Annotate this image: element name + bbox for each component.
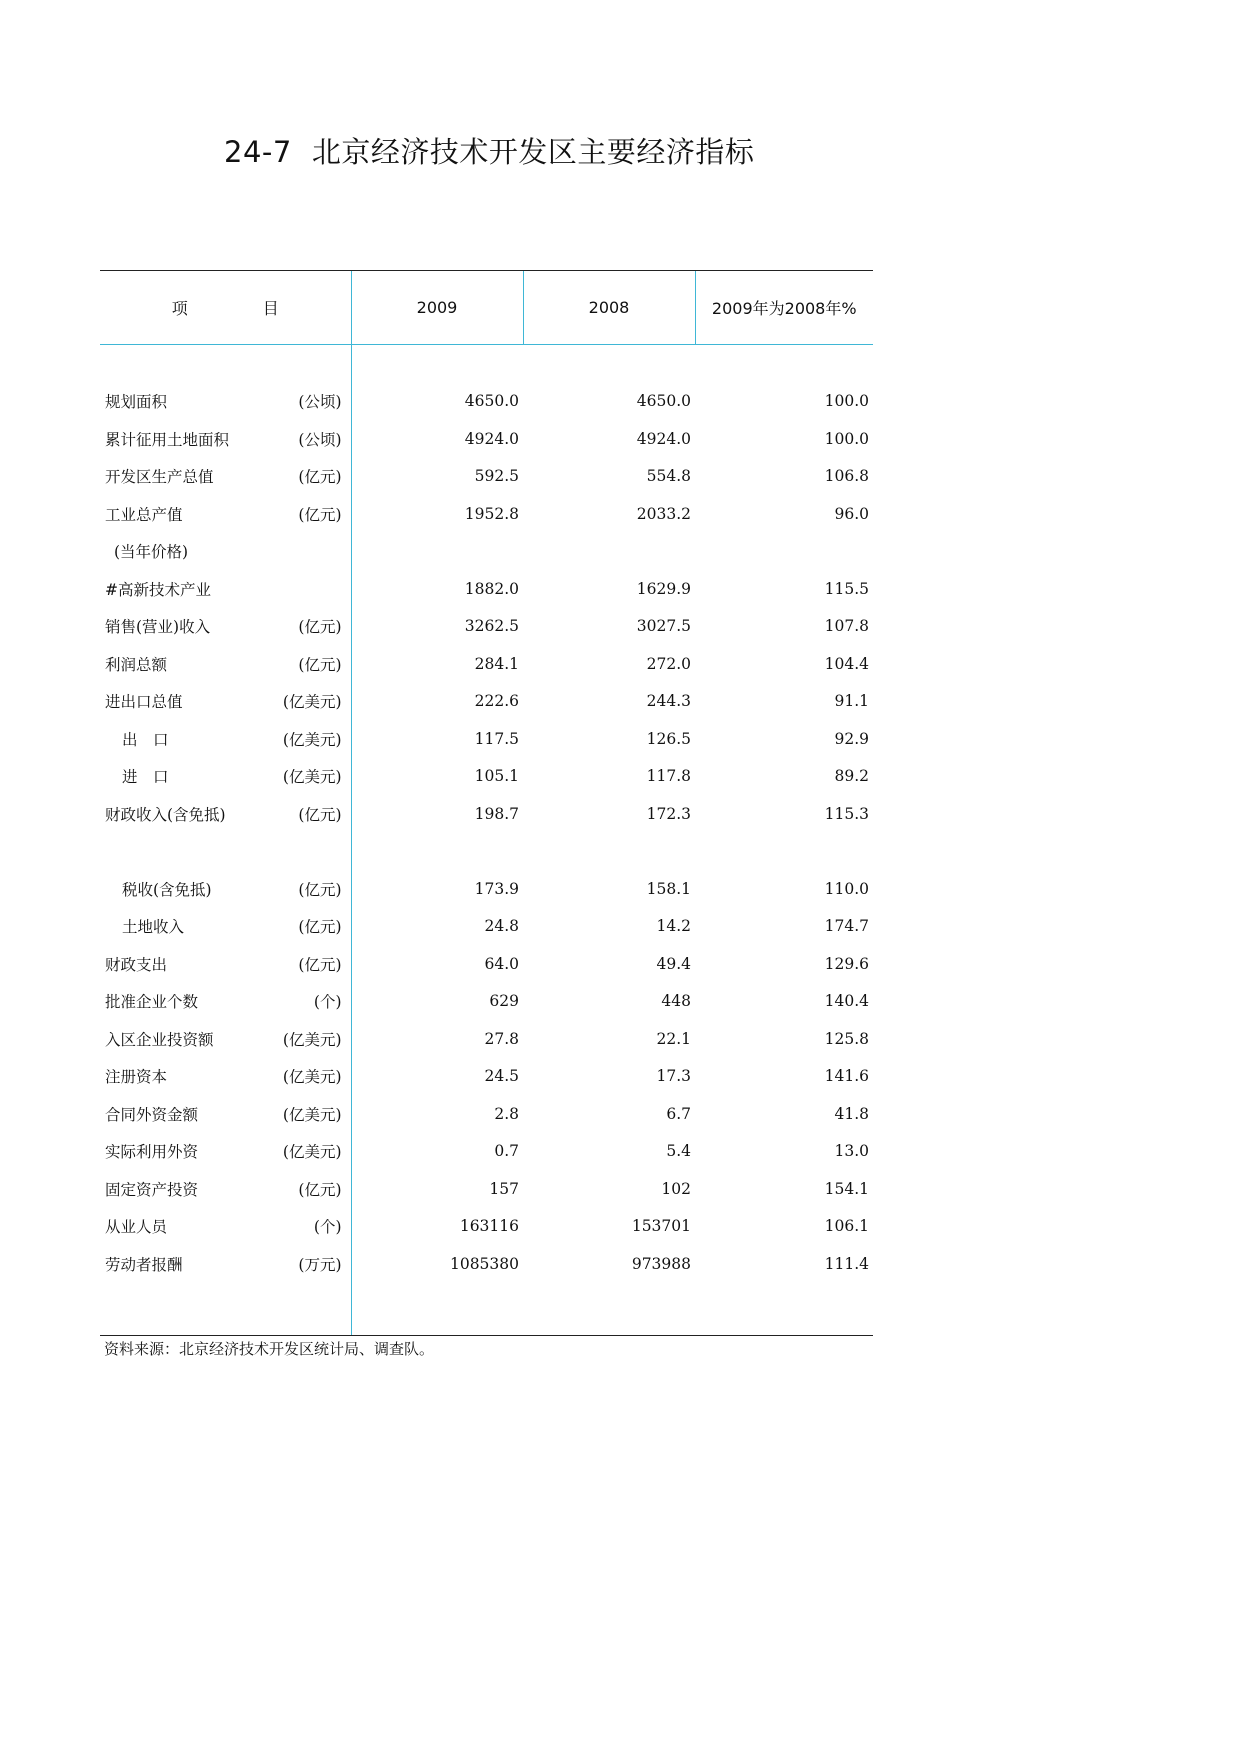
value-2009: 163116 xyxy=(459,1217,519,1236)
value-2009: 198.7 xyxy=(474,804,519,823)
row-label: #高新技术产业 xyxy=(105,580,211,599)
table-row xyxy=(100,1208,873,1246)
table-row xyxy=(100,383,873,421)
value-2009: 284.1 xyxy=(474,654,519,673)
value-2008: 1629.9 xyxy=(636,579,691,598)
header-2009: 2009 xyxy=(351,271,523,345)
value-2009: 1882.0 xyxy=(464,579,519,598)
row-unit: (个) xyxy=(313,993,342,1012)
table-row xyxy=(100,495,873,533)
table-row xyxy=(100,1095,873,1133)
table-row xyxy=(100,570,873,608)
row-label: 进出口总值 xyxy=(105,693,183,712)
row-unit: (个) xyxy=(313,1218,342,1237)
row-label: 开发区生产总值 xyxy=(105,468,214,487)
value-2009: 4650.0 xyxy=(464,392,519,411)
table-row xyxy=(100,720,873,758)
row-unit: (亿元) xyxy=(298,468,342,487)
table-title: 北京经济技术开发区主要经济指标 xyxy=(311,135,755,169)
table-row xyxy=(100,1020,873,1058)
row-unit: (亿美元) xyxy=(282,730,342,749)
value-percent xyxy=(695,533,873,571)
value-2008: 4650.0 xyxy=(636,392,691,411)
table-spacer-row xyxy=(100,833,873,871)
table-row xyxy=(100,983,873,1021)
value-percent: 100.0 xyxy=(824,429,869,448)
table-row xyxy=(100,608,873,646)
value-percent: 115.3 xyxy=(824,804,869,823)
value-2008: 158.1 xyxy=(646,879,691,898)
value-2008: 244.3 xyxy=(646,692,691,711)
row-unit: (亿元) xyxy=(298,805,342,824)
table-row xyxy=(100,1058,873,1096)
table-row xyxy=(100,683,873,721)
table-row xyxy=(100,645,873,683)
value-2008: 272.0 xyxy=(646,654,691,673)
value-2008: 153701 xyxy=(631,1217,691,1236)
row-label: 土地收入 xyxy=(122,918,185,937)
value-2009: 173.9 xyxy=(474,879,519,898)
value-2009: 3262.5 xyxy=(464,617,519,636)
header-item: 项 目 xyxy=(100,271,351,345)
value-percent: 13.0 xyxy=(834,1142,869,1161)
row-label: 规划面积 xyxy=(105,393,168,412)
row-label: 出 口 xyxy=(122,730,169,749)
row-unit: (亿元) xyxy=(298,918,342,937)
page-title xyxy=(224,130,754,171)
value-percent: 125.8 xyxy=(824,1029,869,1048)
row-label: 劳动者报酬 xyxy=(105,1255,183,1274)
row-unit: (亿美元) xyxy=(282,768,342,787)
row-unit: (亿美元) xyxy=(282,1105,342,1124)
row-label: 税收(含免抵) xyxy=(122,880,212,899)
row-unit: (亿美元) xyxy=(282,1068,342,1087)
value-2009: 117.5 xyxy=(474,729,519,748)
table-row xyxy=(100,458,873,496)
table-row xyxy=(100,1245,873,1283)
value-2009: 24.5 xyxy=(484,1067,519,1086)
value-2008: 14.2 xyxy=(656,917,691,936)
row-label: 销售(营业)收入 xyxy=(105,618,211,637)
row-unit: (万元) xyxy=(298,1255,342,1274)
value-2009: 157 xyxy=(489,1179,519,1198)
value-percent: 104.4 xyxy=(824,654,869,673)
value-2008: 2033.2 xyxy=(636,504,691,523)
row-unit: (亿元) xyxy=(298,880,342,899)
value-percent: 91.1 xyxy=(834,692,869,711)
value-2009: 4924.0 xyxy=(464,429,519,448)
table-row xyxy=(100,1170,873,1208)
header-2008: 2008 xyxy=(523,271,695,345)
source-note: 资料来源：北京经济技术开发区统计局、调查队。 xyxy=(104,1340,435,1358)
value-percent: 106.1 xyxy=(824,1217,869,1236)
row-unit: (公顷) xyxy=(298,430,342,449)
row-label: 从业人员 xyxy=(105,1218,168,1237)
row-label: 批准企业个数 xyxy=(105,993,199,1012)
value-2008: 4924.0 xyxy=(636,429,691,448)
value-2008: 448 xyxy=(661,992,691,1011)
row-unit: (公顷) xyxy=(298,393,342,412)
row-unit: (亿元) xyxy=(298,618,342,637)
row-label: (当年价格) xyxy=(114,543,189,562)
row-unit: (亿美元) xyxy=(282,693,342,712)
value-percent: 154.1 xyxy=(824,1179,869,1198)
row-label: 累计征用土地面积 xyxy=(105,430,230,449)
value-2008: 102 xyxy=(661,1179,691,1198)
value-2009: 629 xyxy=(489,992,519,1011)
value-percent: 174.7 xyxy=(824,917,869,936)
row-unit: (亿元) xyxy=(298,505,342,524)
value-percent: 41.8 xyxy=(834,1104,869,1123)
table-row xyxy=(100,1133,873,1171)
value-percent: 111.4 xyxy=(824,1254,869,1273)
value-2009: 27.8 xyxy=(484,1029,519,1048)
row-label: 入区企业投资额 xyxy=(105,1030,214,1049)
value-percent: 140.4 xyxy=(824,992,869,1011)
row-label: 工业总产值 xyxy=(105,505,183,524)
value-2008: 3027.5 xyxy=(636,617,691,636)
value-2008: 126.5 xyxy=(646,729,691,748)
row-unit: (亿元) xyxy=(298,955,342,974)
table-row xyxy=(100,758,873,796)
value-2008: 172.3 xyxy=(646,804,691,823)
value-2009: 592.5 xyxy=(474,467,519,486)
table-number: 24-7 xyxy=(224,135,292,169)
row-label: 财政收入(含免抵) xyxy=(105,805,226,824)
table-row xyxy=(100,420,873,458)
value-2008: 22.1 xyxy=(656,1029,691,1048)
header-percent: 2009年为2008年% xyxy=(695,271,873,345)
value-2009 xyxy=(351,533,523,571)
value-2008: 6.7 xyxy=(666,1104,691,1123)
row-unit: (亿美元) xyxy=(282,1030,342,1049)
value-2008: 17.3 xyxy=(656,1067,691,1086)
value-2008: 5.4 xyxy=(666,1142,691,1161)
row-label: 财政支出 xyxy=(105,955,168,974)
table-header-row xyxy=(100,271,873,345)
row-label: 注册资本 xyxy=(105,1068,168,1087)
row-unit: (亿元) xyxy=(298,1180,342,1199)
value-percent: 115.5 xyxy=(824,579,869,598)
value-2009: 105.1 xyxy=(474,767,519,786)
value-2009: 2.8 xyxy=(494,1104,519,1123)
indicators-table xyxy=(100,270,873,1336)
value-percent: 129.6 xyxy=(824,954,869,973)
value-percent: 89.2 xyxy=(834,767,869,786)
value-2009: 222.6 xyxy=(474,692,519,711)
value-percent: 92.9 xyxy=(834,729,869,748)
table-row xyxy=(100,795,873,833)
value-2008: 117.8 xyxy=(646,767,691,786)
value-percent: 107.8 xyxy=(824,617,869,636)
value-percent: 106.8 xyxy=(824,467,869,486)
value-2008 xyxy=(523,533,695,571)
table-spacer-row xyxy=(100,1283,873,1336)
row-label: 实际利用外资 xyxy=(105,1143,199,1162)
row-unit: (亿美元) xyxy=(282,1143,342,1162)
value-percent: 96.0 xyxy=(834,504,869,523)
row-unit: (亿元) xyxy=(298,655,342,674)
value-2009: 1952.8 xyxy=(464,504,519,523)
value-2009: 64.0 xyxy=(484,954,519,973)
table-spacer-row xyxy=(100,345,873,383)
value-2009: 0.7 xyxy=(494,1142,519,1161)
value-percent: 100.0 xyxy=(824,392,869,411)
row-label: 利润总额 xyxy=(105,655,168,674)
value-2008: 554.8 xyxy=(646,467,691,486)
table-row xyxy=(100,908,873,946)
row-label: 合同外资金额 xyxy=(105,1105,199,1124)
value-percent: 110.0 xyxy=(824,879,869,898)
value-2009: 1085380 xyxy=(449,1254,519,1273)
value-2009: 24.8 xyxy=(484,917,519,936)
row-label: 进 口 xyxy=(122,768,169,787)
row-label: 固定资产投资 xyxy=(105,1180,199,1199)
table-row xyxy=(100,945,873,983)
value-2008: 973988 xyxy=(631,1254,691,1273)
table-row xyxy=(100,870,873,908)
value-2008: 49.4 xyxy=(656,954,691,973)
table-row xyxy=(100,533,873,571)
value-percent: 141.6 xyxy=(824,1067,869,1086)
